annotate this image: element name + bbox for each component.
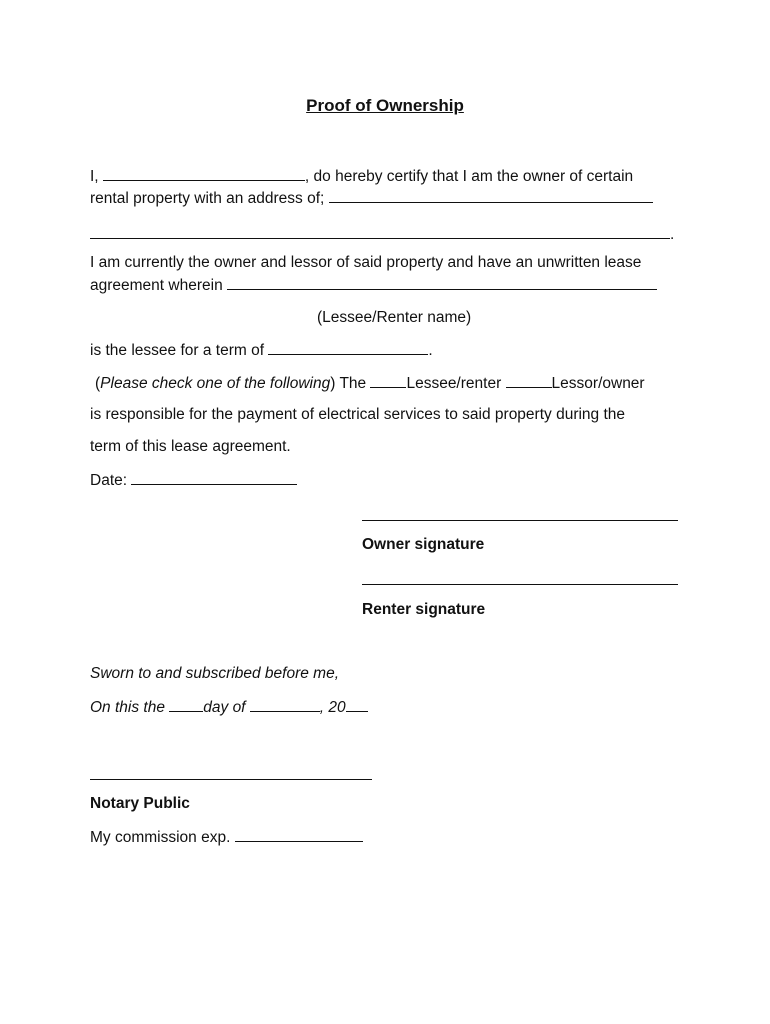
notary-date-line — [90, 697, 368, 718]
address-period: . — [670, 226, 675, 243]
check-instruction: Please check one of the following — [100, 375, 331, 392]
lessee-caption: (Lessee/Renter name) — [317, 309, 472, 326]
date-label: Date: — [90, 472, 132, 489]
owner-signature-label: Owner signature — [362, 536, 485, 553]
option-lessee-renter: Lessee/renter — [406, 375, 506, 392]
day-of-label: day of — [203, 699, 250, 716]
option-lessor-owner: Lessor/owner — [551, 375, 645, 392]
notary-public-label: Notary Public — [90, 795, 190, 812]
agreement-line — [90, 275, 657, 296]
owner-name-blank[interactable] — [103, 166, 305, 181]
commission-line — [90, 827, 363, 848]
address-continuation-line — [90, 224, 674, 245]
term-period: . — [428, 342, 433, 359]
responsibility-line-1: is responsible for the payment of electrical services to said property during the — [90, 406, 626, 423]
commission-label: My commission exp. — [90, 829, 235, 846]
year-prefix: , 20 — [319, 699, 346, 716]
address-blank-2[interactable] — [90, 224, 670, 239]
date-line — [90, 470, 297, 491]
renter-signature-line[interactable] — [362, 584, 678, 585]
owner-certify-line — [90, 166, 633, 187]
commission-blank[interactable] — [235, 827, 363, 842]
sworn-statement: Sworn to and subscribed before me, — [90, 665, 339, 682]
notary-month-blank[interactable] — [250, 697, 320, 712]
address-blank-1[interactable] — [329, 188, 653, 203]
lessee-name-blank[interactable] — [227, 275, 657, 290]
date-blank[interactable] — [131, 470, 297, 485]
owner-signature-line[interactable] — [362, 520, 678, 521]
term-blank[interactable] — [268, 340, 428, 355]
agreement-label: agreement wherein — [90, 277, 227, 294]
notary-signature-line[interactable] — [90, 779, 372, 780]
check-open-paren: ( — [95, 375, 101, 392]
on-this-label: On this the — [90, 699, 170, 716]
term-line — [90, 340, 433, 361]
address-label: rental property with an address of; — [90, 190, 329, 207]
term-label: is the lessee for a term of — [90, 342, 269, 359]
owner-intro-text: I, — [90, 168, 103, 185]
certify-text: , do hereby certify that I am the owner of certain — [304, 168, 634, 185]
check-close-text: ) The — [330, 375, 371, 392]
check-line — [95, 373, 645, 394]
lessor-owner-checkbox-blank[interactable] — [506, 373, 552, 388]
responsibility-line-2: term of this lease agreement. — [90, 438, 291, 455]
document-title: Proof of Ownership — [306, 96, 464, 115]
notary-year-blank[interactable] — [346, 697, 368, 712]
renter-signature-label: Renter signature — [362, 601, 486, 618]
notary-day-blank[interactable] — [169, 697, 203, 712]
lessee-renter-checkbox-blank[interactable] — [370, 373, 406, 388]
lessor-statement-line: I am currently the owner and lessor of said property and have an unwritten lease — [90, 254, 642, 271]
address-line — [90, 188, 653, 209]
